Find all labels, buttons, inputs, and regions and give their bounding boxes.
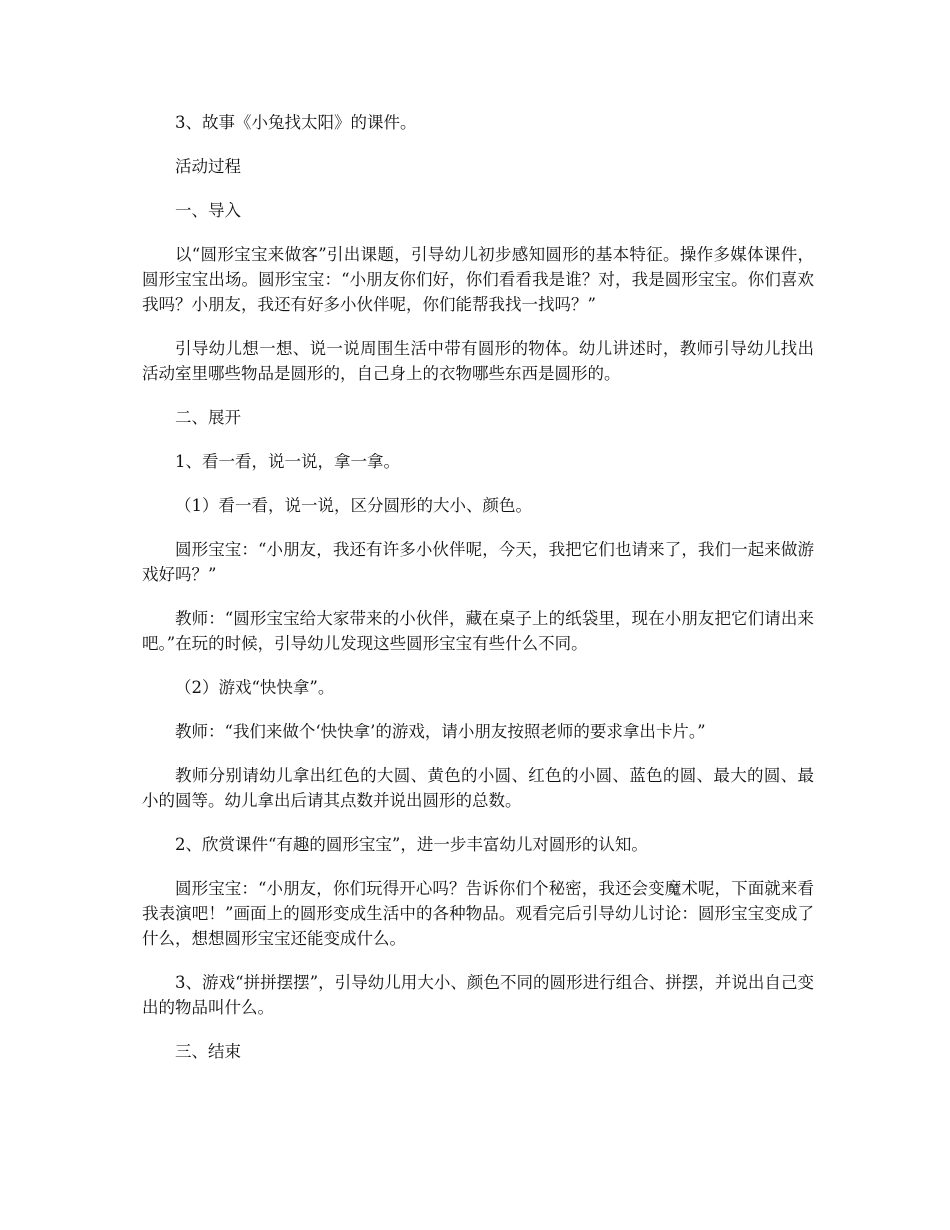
heading-conclusion: 三、结束 [175,1042,241,1061]
document-body [142,110,814,1083]
paragraph-step-1-2: （2）游戏“快快拿”。 [175,678,335,697]
paragraph-materials-item-3: 3、故事《小兔找太阳》的课件。 [175,113,417,132]
paragraph-step-2: 2、欣赏课件“有趣的圆形宝宝”，进一步丰富幼儿对圆形的认知。 [175,835,648,854]
paragraph-step-1: 1、看一看，说一说，拿一拿。 [175,452,400,471]
paragraph-introduction-1: 以“圆形宝宝来做客”引出课题，引导幼儿初步感知圆形的基本特征。操作多媒体课件，圆形宝宝出场。圆形宝宝：“小朋友你们好，你们看看我是谁？对，我是圆形宝宝。你们喜欢我吗？小朋友，我还有好多小伙伴呢，你们能帮我找一找吗？” [142,245,814,314]
heading-introduction: 一、导入 [175,201,241,220]
paragraph-teacher-instructions: 教师分别请幼儿拿出红色的大圆、黄色的小圆、红色的小圆、蓝色的圆、最大的圆、最小的圆等。幼儿拿出后请其点数并说出圆形的总数。 [142,766,814,810]
paragraph-step-3: 3、游戏“拼拼摆摆”，引导幼儿用大小、颜色不同的圆形进行组合、拼摆，并说出自己变出的物品叫什么。 [142,973,814,1017]
paragraph-step-1-1: （1）看一看，说一说，区分圆形的大小、颜色。 [175,496,532,515]
paragraph-teacher-speech-1: 教师：“圆形宝宝给大家带来的小伙伴，藏在桌子上的纸袋里，现在小朋友把它们请出来吧。”在玩的时候，引导幼儿发现这些圆形宝宝有些什么不同。 [142,609,814,653]
heading-activity-process: 活动过程 [175,157,241,176]
paragraph-teacher-speech-2: 教师：“我们来做个‘快快拿’的游戏，请小朋友按照老师的要求拿出卡片。” [175,722,706,741]
paragraph-circle-baby-speech-1: 圆形宝宝：“小朋友，我还有许多小伙伴呢，今天，我把它们也请来了，我们一起来做游戏好吗？” [142,540,814,584]
heading-development: 二、展开 [175,408,241,427]
paragraph-introduction-2: 引导幼儿想一想、说一说周围生活中带有圆形的物体。幼儿讲述时，教师引导幼儿找出活动室里哪些物品是圆形的，自己身上的衣物哪些东西是圆形的。 [142,339,814,383]
paragraph-circle-baby-speech-2: 圆形宝宝：“小朋友，你们玩得开心吗？告诉你们个秘密，我还会变魔术呢，下面就来看我表演吧！”画面上的圆形变成生活中的各种物品。观看完后引导幼儿讨论：圆形宝宝变成了什么，想想圆形宝宝还能变成什么。 [142,879,814,948]
